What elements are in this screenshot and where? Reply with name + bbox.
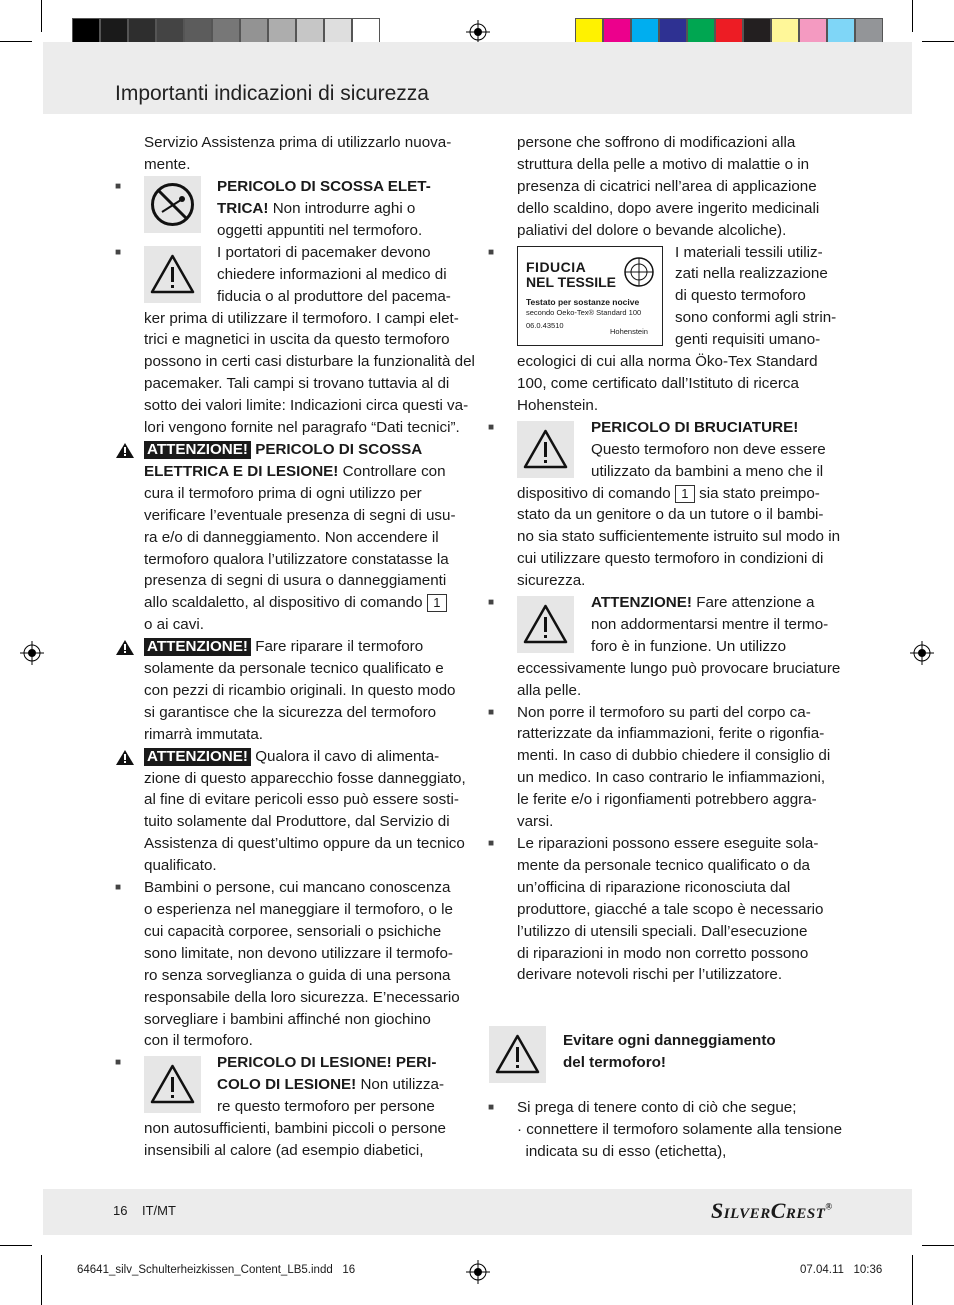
logo-text: NEL TESSILE xyxy=(526,273,616,290)
silvercrest-logo xyxy=(711,1198,833,1224)
warning-triangle-icon xyxy=(517,421,574,478)
repairs-item xyxy=(488,833,847,986)
injury-item xyxy=(115,1052,469,1162)
burn-item xyxy=(488,417,847,592)
text-line: cui capacità corporee, sensoriali o psichiche xyxy=(144,922,442,940)
right-column xyxy=(488,132,847,986)
text-line: l’utilizzo di utensili speciali. Dall’esecuzione xyxy=(517,922,808,940)
text-line: Si prega di tenere conto di ciò che segue; xyxy=(517,1099,797,1116)
logo-text: 06.0.43510 xyxy=(526,320,564,330)
text-line: non addormentarsi mentre il termo- xyxy=(591,615,829,633)
bullet: ■ xyxy=(488,246,495,258)
crop-mark xyxy=(41,0,42,32)
warning-heading: PERICOLO DI LESIONE! PERI- xyxy=(217,1054,437,1072)
text-line: ra e/o di danneggiamento. Non accendere il xyxy=(144,528,439,546)
text-line: trici e magnetici in uscita da questo termoforo xyxy=(144,331,450,349)
bullet: ■ xyxy=(115,882,122,894)
text-line: sorvegliare i bambini affinché non giochino xyxy=(144,1010,431,1028)
text-line: pacemaker. Tali campi si trovano tuttavia al di xyxy=(144,375,450,393)
text-line: fiducia o al produttore del pacema- xyxy=(217,287,451,305)
text-line: · connettere il termoforo solamente alla tensione xyxy=(517,1120,843,1138)
shock-item xyxy=(115,176,469,242)
warning-triangle-icon xyxy=(144,246,201,303)
crop-mark xyxy=(912,1255,913,1305)
left-column xyxy=(115,132,475,1162)
pacemaker-item xyxy=(115,242,475,439)
text-line: menti. In caso di dubbio chiedere il consiglio di xyxy=(517,747,831,765)
bullet: ■ xyxy=(488,597,495,609)
control-number-box: 1 xyxy=(427,594,447,612)
crop-mark xyxy=(41,1255,42,1305)
section-heading: Evitare ogni danneggiamento xyxy=(563,1032,776,1049)
warning-triangle-icon xyxy=(489,1026,546,1083)
bullet: ■ xyxy=(115,1057,122,1069)
text-line: ecologici di cui alla norma Öko-Tex Standard xyxy=(517,353,818,371)
text-line: Non porre il termoforo su parti del corpo ca- xyxy=(517,703,811,721)
text-line: eccessivamente lungo può provocare bruciature xyxy=(517,659,841,677)
text-line: di riparazioni in modo non corretto possono xyxy=(517,944,809,962)
text-line: utilizzato da bambini a meno che il xyxy=(591,462,824,480)
text-line: foro è in funzione. Un utilizzo xyxy=(591,637,787,655)
text-line: Hohenstein. xyxy=(517,396,599,414)
skin-item xyxy=(488,702,847,833)
text-line: lori vengono fornite nel paragrafo “Dati tecnici”. xyxy=(144,419,460,437)
text-line: presenza di segni di usura o danneggiamenti xyxy=(144,572,447,590)
text-line: con pezzi di ricambio originali. In questo modo xyxy=(144,681,456,699)
logo-text: secondo Oeko-Tex® Standard 100 xyxy=(526,307,642,317)
avoid-damage-heading xyxy=(563,1030,843,1074)
bullet: ■ xyxy=(488,706,495,718)
text-line: zati nella realizzazione xyxy=(675,265,828,283)
text-line: dello scaldino, dopo avere ingerito medicinali xyxy=(517,199,820,217)
text-span: Fare attenzione a xyxy=(691,594,815,612)
logo-text: Testato per sostanze nocive xyxy=(526,296,640,307)
text-line: ratterizzate da infiammazioni, ferite o rigonfia- xyxy=(517,725,825,743)
attention-shock-item xyxy=(144,439,469,636)
page-title: Importanti indicazioni di sicurezza xyxy=(115,82,429,105)
text-line: produttore, giacché a tale scopo è necessario xyxy=(517,900,824,918)
date-slug: 07.04.11 10:36 xyxy=(800,1264,883,1276)
bullet: ■ xyxy=(488,838,495,849)
warning-heading: ELETTRICA E DI LESIONE! xyxy=(144,462,339,480)
registration-mark-icon xyxy=(466,20,490,44)
text-line: qualificato. xyxy=(144,857,217,875)
registration-mark-icon xyxy=(20,641,44,665)
text-line: Le riparazioni possono essere eseguite sola- xyxy=(517,835,819,852)
bullet: ■ xyxy=(115,180,122,192)
text-line: responsabile della loro sicurezza. E’necessario xyxy=(144,988,460,1006)
warning-heading: COLO DI LESIONE! xyxy=(217,1076,357,1094)
text-line: con il termoforo. xyxy=(144,1032,253,1050)
crop-mark xyxy=(0,1245,32,1246)
no-needle-icon xyxy=(144,176,201,233)
text-span: dispositivo di comando xyxy=(517,484,671,502)
text-line: mente da personale tecnico qualificato o da xyxy=(517,856,810,874)
text-line: re questo termoforo per persone xyxy=(217,1098,435,1116)
text-line: derivare notevoli rischi per l’utilizzatore. xyxy=(517,966,783,984)
logo-text: FIDUCIA xyxy=(526,258,587,275)
text-line: I materiali tessili utiliz- xyxy=(675,243,823,261)
registered-mark: ® xyxy=(825,1201,833,1212)
text-line: sotto dei valori limite: Indicazioni circa questi va- xyxy=(144,397,469,415)
text-line: ro senza sorveglianza o guida di una persona xyxy=(144,966,451,984)
text-line: tuito solamente dal Produttore, dal Servizio di xyxy=(144,813,450,831)
note-item xyxy=(488,1097,847,1163)
text-line: no sia stato sufficientemente istruito sul modo in xyxy=(517,528,841,546)
text-line: alla pelle. xyxy=(517,681,582,699)
brand-name: SilverCrest xyxy=(711,1198,826,1223)
attention-badge: ATTENZIONE! xyxy=(144,638,251,656)
text-line: sono limitate, non devono utilizzare il termofo- xyxy=(144,944,453,962)
crop-mark xyxy=(912,0,913,32)
text-line: sicurezza. xyxy=(517,572,586,590)
page-number: 16 xyxy=(113,1203,128,1218)
text-span: allo scaldaletto, al dispositivo di comando xyxy=(144,594,423,612)
oeko-tex-logo xyxy=(517,246,663,346)
file-slug: 64641_silv_Schulterheizkissen_Content_LB5.indd 16 xyxy=(77,1264,356,1276)
text-line: solamente da personale tecnico qualificato e xyxy=(144,660,444,678)
attention-cable-item xyxy=(144,746,469,877)
text-line: o ai cavi. xyxy=(144,616,204,634)
text-line: Servizio Assistenza prima di utilizzarlo nuova- xyxy=(144,134,452,151)
bullet: ■ xyxy=(115,246,122,258)
text-line: un medico. In caso contrario le infiammazioni, xyxy=(517,769,826,787)
warning-triangle-icon xyxy=(115,442,135,459)
text-line: 100, come certificato dall’Istituto di ricerca xyxy=(517,374,799,392)
text-line: si garantisce che la sicurezza del termoforo xyxy=(144,703,437,721)
crop-mark xyxy=(922,1245,954,1246)
crop-mark xyxy=(922,41,954,42)
text-line: varsi. xyxy=(517,813,554,831)
text-line: persone che soffrono di modificazioni alla xyxy=(517,134,796,151)
text-span: Non utilizza- xyxy=(356,1076,445,1094)
registration-mark-icon xyxy=(910,641,934,665)
text-span: Fare riparare il termoforo xyxy=(250,638,424,656)
text-line: o esperienza nel maneggiare il termoforo, o le xyxy=(144,901,453,918)
warning-heading: TRICA! xyxy=(217,199,269,217)
text-line: Assistenza di quest’ultimo oppure da un tecnico xyxy=(144,835,465,853)
attention-repair-item xyxy=(144,636,469,746)
text-line: insensibili al calore (ad esempio diabetici, xyxy=(144,1141,424,1159)
warning-heading: PERICOLO DI SCOSSA ELET- xyxy=(217,177,431,195)
text-line: presenza di cicatrici nell’area di applicazione xyxy=(517,177,817,195)
text-span: sia stato preimpo- xyxy=(699,484,820,502)
text-line: rimarrà immutata. xyxy=(144,725,263,743)
warning-triangle-icon xyxy=(517,596,574,653)
text-span: Controllare con xyxy=(338,462,446,480)
text-line: un’officina di riparazione riconosciuta dal xyxy=(517,878,791,896)
text-span: Non introdurre aghi o xyxy=(268,199,416,217)
text-line: chiedere informazioni al medico di xyxy=(217,265,447,283)
section-heading: del termoforo! xyxy=(563,1053,666,1071)
registration-mark-icon xyxy=(466,1260,490,1284)
text-line: stato da un genitore o da un tutore o il bambi- xyxy=(517,506,824,524)
crop-mark xyxy=(0,41,32,42)
language-code: IT/MT xyxy=(142,1203,176,1218)
bullet: ■ xyxy=(488,421,495,433)
children-item xyxy=(115,877,469,1052)
text-line: genti requisiti umano- xyxy=(675,331,821,349)
warning-heading: PERICOLO DI BRUCIATURE! xyxy=(591,418,799,436)
text-line: ker prima di utilizzare il termoforo. I campi elet- xyxy=(144,309,459,327)
text-line: indicata su di esso (etichetta), xyxy=(517,1142,727,1160)
attention-badge: ATTENZIONE! xyxy=(144,441,251,459)
bullet: ■ xyxy=(488,1102,495,1113)
warning-triangle-icon xyxy=(115,639,135,656)
control-number-box: 1 xyxy=(675,485,695,503)
text-line: struttura della pelle a motivo di malattie o in xyxy=(517,155,810,173)
text-line: non autosufficienti, bambini piccoli o persone xyxy=(144,1120,446,1138)
header-band xyxy=(43,42,912,114)
text-line: possono in certi casi disturbare la funzionalità del xyxy=(144,353,475,371)
text-line: le ferite e/o i rigonfiamenti potrebbero aggra- xyxy=(517,791,817,809)
warning-heading: PERICOLO DI SCOSSA xyxy=(250,440,423,458)
globe-icon xyxy=(622,255,656,289)
warning-heading: ATTENZIONE! xyxy=(591,594,692,612)
text-line: verificare l’eventuale presenza di segni di usu- xyxy=(144,506,456,524)
text-line: al fine di evitare pericoli esso può essere sosti- xyxy=(144,791,459,809)
footer-band xyxy=(43,1189,912,1235)
attention-badge: ATTENZIONE! xyxy=(144,748,251,766)
text-line: cui utilizzare questo termoforo in condizioni di xyxy=(517,550,824,568)
text-span: Qualora il cavo di alimenta- xyxy=(250,747,440,765)
text-line: Questo termoforo non deve essere xyxy=(591,440,826,458)
text-line: sono conformi agli strin- xyxy=(675,309,837,327)
text-line: zione di questo apparecchio fosse danneggiato, xyxy=(144,769,466,787)
text-line: I portatori di pacemaker devono xyxy=(217,243,431,261)
text-line: termoforo qualora l’utilizzatore constatasse la xyxy=(144,550,449,568)
text-line: mente. xyxy=(144,155,191,173)
sleep-item xyxy=(488,592,847,702)
text-line: oggetti appuntiti nel termoforo. xyxy=(217,221,423,239)
text-line: Bambini o persone, cui mancano conoscenza xyxy=(144,879,451,897)
text-line: di questo termoforo xyxy=(675,287,806,305)
logo-text: Hohenstein xyxy=(610,326,648,336)
text-line: cura il termoforo prima di ogni utilizzo per xyxy=(144,484,422,502)
oeko-tex-item xyxy=(488,242,847,417)
text-line: paliativi del dolore o bevande alcoliche). xyxy=(517,221,787,239)
warning-triangle-icon xyxy=(144,1056,201,1113)
warning-triangle-icon xyxy=(115,749,135,766)
